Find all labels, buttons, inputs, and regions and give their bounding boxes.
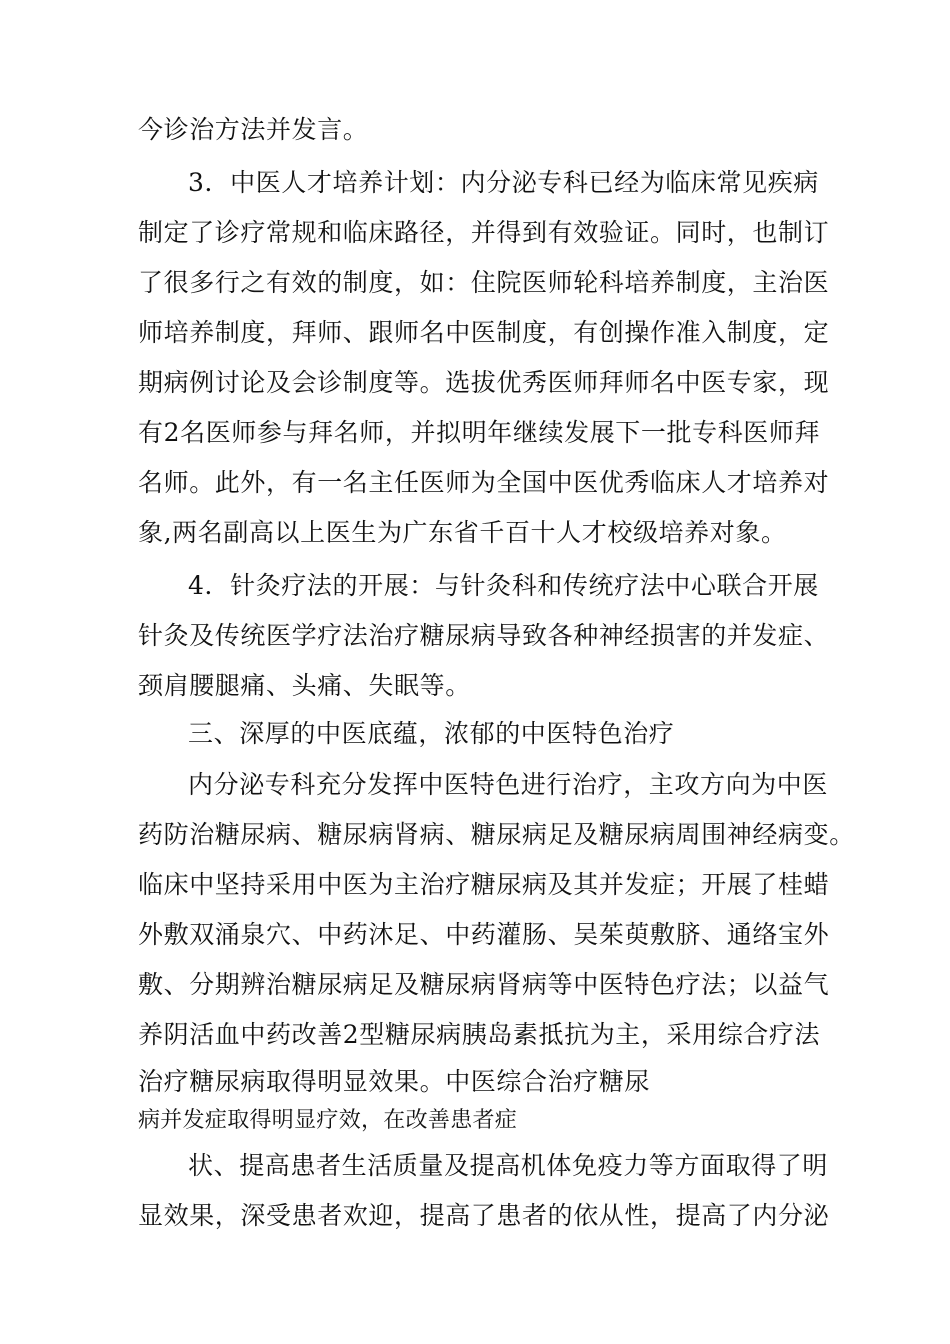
text-line: 治疗糖尿病取得明显效果。中医综合治疗糖尿 [138, 1067, 651, 1096]
text-line: 养阴活血中药改善2型糖尿病胰岛素抵抗为主，采用综合疗法 [138, 1020, 821, 1049]
text-line: 临床中坚持采用中医为主治疗糖尿病及其并发症；开展了桂蜡 [138, 870, 830, 899]
text-line: 期病例讨论及会诊制度等。选拔优秀医师拜师名中医专家，现 [138, 368, 830, 397]
text-line: 4．针灸疗法的开展：与针灸科和传统疗法中心联合开展 [188, 571, 819, 600]
text-line: 内分泌专科充分发挥中医特色进行治疗，主攻方向为中医 [188, 770, 829, 799]
text-line: 显效果，深受患者欢迎，提高了患者的依从性，提高了内分泌 [138, 1201, 830, 1230]
text-line: 状、提高患者生活质量及提高机体免疫力等方面取得了明 [188, 1151, 829, 1180]
text-line: 名师。此外，有一名主任医师为全国中医优秀临床人才培养对 [138, 468, 830, 497]
text-line: 师培养制度，拜师、跟师名中医制度，有创操作准入制度，定 [138, 318, 830, 347]
text-line: 颈肩腰腿痛、头痛、失眠等。 [138, 671, 471, 700]
text-line: 病并发症取得明显疗效，在改善患者症 [138, 1108, 518, 1133]
text-line: 3．中医人才培养计划：内分泌专科已经为临床常见疾病 [188, 168, 819, 197]
text-line: 有2名医师参与拜名师，并拟明年继续发展下一批专科医师拜 [138, 418, 821, 447]
text-line: 药防治糖尿病、糖尿病肾病、糖尿病足及糖尿病周围神经病变。 [138, 820, 855, 849]
text-line: 制定了诊疗常规和临床路径，并得到有效验证。同时，也制订 [138, 218, 830, 247]
section-heading: 三、深厚的中医底蕴，浓郁的中医特色治疗 [188, 719, 675, 748]
text-line: 敷、分期辨治糖尿病足及糖尿病肾病等中医特色疗法；以益气 [138, 970, 830, 999]
text-line: 了很多行之有效的制度，如：住院医师轮科培养制度，主治医 [138, 268, 830, 297]
text-line: 针灸及传统医学疗法治疗糖尿病导致各种神经损害的并发症、 [138, 621, 830, 650]
text-line: 外敷双涌泉穴、中药沐足、中药灌肠、吴茱萸敷脐、通络宝外 [138, 920, 830, 949]
text-line: 今诊治方法并发言。 [138, 115, 369, 144]
text-line: 象,两名副高以上医生为广东省千百十人才校级培养对象。 [138, 518, 787, 547]
